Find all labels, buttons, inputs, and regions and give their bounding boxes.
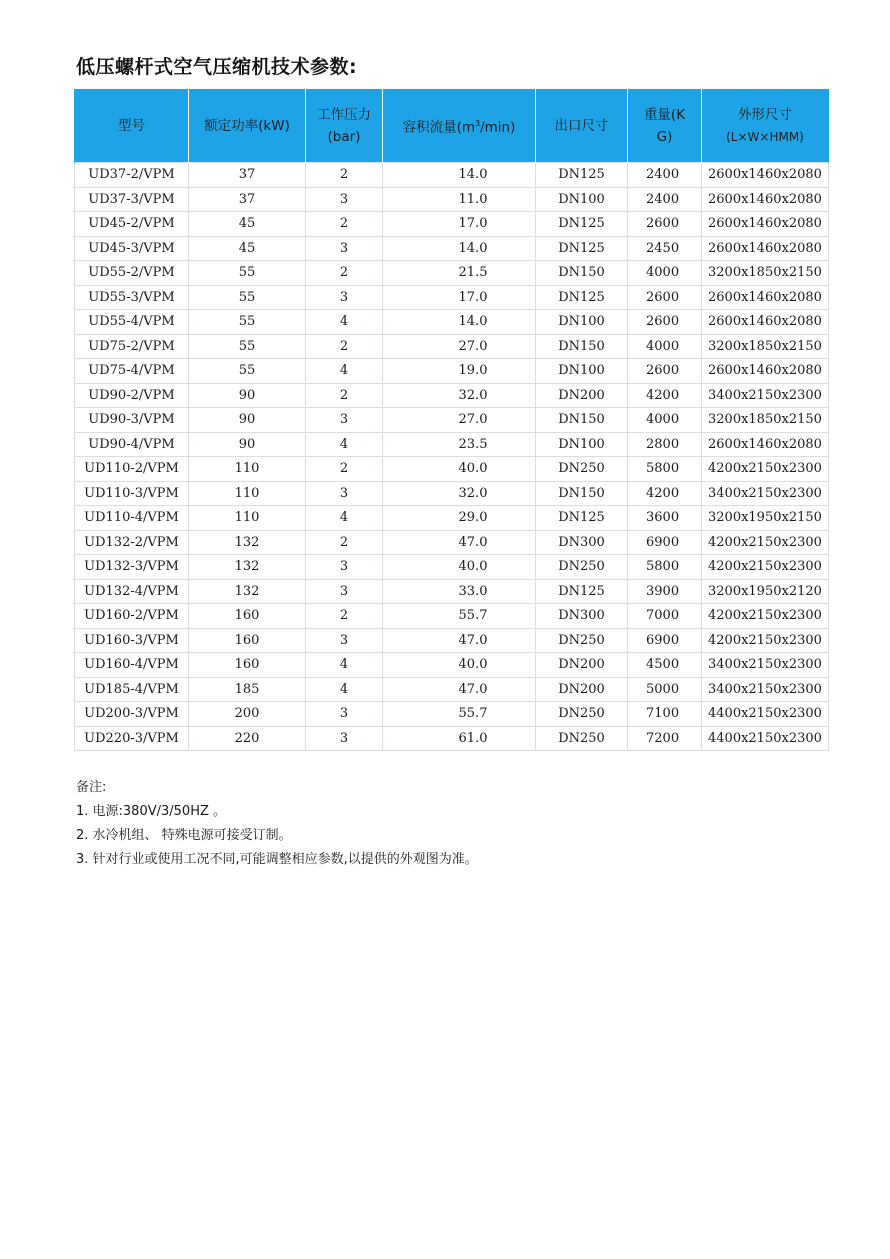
cell-dimensions: 2600x1460x2080	[702, 285, 829, 310]
page-title: 低压螺杆式空气压缩机技术参数:	[76, 56, 358, 78]
cell-flow: 17.0	[383, 285, 536, 310]
cell-model: UD37-2/VPM	[75, 163, 189, 188]
table-row	[75, 408, 829, 433]
cell-flow: 29.0	[383, 506, 536, 531]
cell-dimensions: 3200x1850x2150	[702, 334, 829, 359]
cell-weight: 2400	[628, 187, 702, 212]
cell-model: UD110-3/VPM	[75, 481, 189, 506]
cell-power: 132	[189, 579, 306, 604]
notes-section	[76, 776, 478, 872]
cell-outlet: DN125	[536, 579, 628, 604]
cell-power: 110	[189, 457, 306, 482]
cell-weight: 2450	[628, 236, 702, 261]
cell-weight: 2600	[628, 359, 702, 384]
cell-pressure: 3	[306, 555, 383, 580]
header-model: 型号	[75, 89, 189, 163]
header-outlet: 出口尺寸	[536, 89, 628, 163]
cell-dimensions: 4400x2150x2300	[702, 702, 829, 727]
table-row	[75, 726, 829, 751]
cell-outlet: DN250	[536, 726, 628, 751]
cell-weight: 7200	[628, 726, 702, 751]
cell-dimensions: 4200x2150x2300	[702, 628, 829, 653]
cell-outlet: DN125	[536, 285, 628, 310]
cell-weight: 4200	[628, 383, 702, 408]
cell-flow: 40.0	[383, 457, 536, 482]
cell-flow: 23.5	[383, 432, 536, 457]
cell-pressure: 3	[306, 285, 383, 310]
cell-flow: 40.0	[383, 555, 536, 580]
table-row	[75, 285, 829, 310]
cell-weight: 4500	[628, 653, 702, 678]
cell-flow: 47.0	[383, 677, 536, 702]
cell-power: 110	[189, 481, 306, 506]
cell-flow: 55.7	[383, 702, 536, 727]
cell-flow: 32.0	[383, 383, 536, 408]
note-item-2: 2. 水冷机组、 特殊电源可接受订制。	[76, 828, 292, 843]
cell-weight: 5800	[628, 555, 702, 580]
cell-flow: 17.0	[383, 212, 536, 237]
cell-model: UD55-4/VPM	[75, 310, 189, 335]
table-row	[75, 628, 829, 653]
cell-weight: 2600	[628, 285, 702, 310]
cell-pressure: 2	[306, 530, 383, 555]
cell-outlet: DN200	[536, 653, 628, 678]
cell-dimensions: 4200x2150x2300	[702, 604, 829, 629]
cell-model: UD90-4/VPM	[75, 432, 189, 457]
cell-outlet: DN300	[536, 530, 628, 555]
cell-pressure: 4	[306, 677, 383, 702]
cell-pressure: 3	[306, 702, 383, 727]
cell-power: 45	[189, 212, 306, 237]
cell-weight: 7100	[628, 702, 702, 727]
cell-pressure: 2	[306, 457, 383, 482]
table-row	[75, 604, 829, 629]
note-item-1: 1. 电源:380V/3/50HZ 。	[76, 804, 227, 819]
cell-pressure: 4	[306, 432, 383, 457]
cell-weight: 2600	[628, 310, 702, 335]
cell-outlet: DN125	[536, 212, 628, 237]
cell-weight: 4000	[628, 408, 702, 433]
cell-pressure: 4	[306, 310, 383, 335]
cell-weight: 4000	[628, 334, 702, 359]
cell-weight: 6900	[628, 530, 702, 555]
cell-pressure: 3	[306, 236, 383, 261]
cell-power: 55	[189, 310, 306, 335]
cell-dimensions: 2600x1460x2080	[702, 187, 829, 212]
cell-power: 55	[189, 359, 306, 384]
cell-power: 132	[189, 555, 306, 580]
cell-outlet: DN200	[536, 383, 628, 408]
cell-outlet: DN125	[536, 506, 628, 531]
cell-dimensions: 4400x2150x2300	[702, 726, 829, 751]
cell-dimensions: 2600x1460x2080	[702, 212, 829, 237]
cell-pressure: 3	[306, 408, 383, 433]
cell-flow: 14.0	[383, 236, 536, 261]
header-dimensions: 外形尺寸 (L×W×HMM)	[702, 89, 829, 163]
cell-dimensions: 4200x2150x2300	[702, 555, 829, 580]
table-row	[75, 261, 829, 286]
table-header-row	[75, 89, 829, 163]
cell-outlet: DN250	[536, 555, 628, 580]
cell-outlet: DN150	[536, 481, 628, 506]
cell-model: UD160-3/VPM	[75, 628, 189, 653]
cell-model: UD75-4/VPM	[75, 359, 189, 384]
table-row	[75, 236, 829, 261]
cell-outlet: DN125	[536, 236, 628, 261]
table-row	[75, 653, 829, 678]
cell-power: 90	[189, 383, 306, 408]
cell-model: UD110-4/VPM	[75, 506, 189, 531]
cell-model: UD200-3/VPM	[75, 702, 189, 727]
cell-outlet: DN100	[536, 310, 628, 335]
cell-power: 90	[189, 408, 306, 433]
cell-power: 37	[189, 163, 306, 188]
cell-dimensions: 2600x1460x2080	[702, 163, 829, 188]
cell-model: UD132-4/VPM	[75, 579, 189, 604]
cell-dimensions: 3200x1950x2120	[702, 579, 829, 604]
spec-table	[74, 89, 829, 751]
cell-pressure: 3	[306, 481, 383, 506]
cell-weight: 5800	[628, 457, 702, 482]
cell-flow: 11.0	[383, 187, 536, 212]
cell-model: UD75-2/VPM	[75, 334, 189, 359]
cell-model: UD220-3/VPM	[75, 726, 189, 751]
cell-model: UD160-2/VPM	[75, 604, 189, 629]
cell-power: 55	[189, 334, 306, 359]
cell-outlet: DN250	[536, 457, 628, 482]
cell-pressure: 4	[306, 506, 383, 531]
cell-flow: 61.0	[383, 726, 536, 751]
cell-weight: 2800	[628, 432, 702, 457]
header-pressure: 工作压力 (bar)	[306, 89, 383, 163]
cell-outlet: DN250	[536, 628, 628, 653]
table-row	[75, 457, 829, 482]
spec-table-body	[75, 163, 829, 751]
cell-model: UD37-3/VPM	[75, 187, 189, 212]
cell-pressure: 4	[306, 653, 383, 678]
header-weight: 重量(K G)	[628, 89, 702, 163]
cell-model: UD110-2/VPM	[75, 457, 189, 482]
cell-dimensions: 3400x2150x2300	[702, 481, 829, 506]
cell-power: 55	[189, 261, 306, 286]
cell-dimensions: 4200x2150x2300	[702, 530, 829, 555]
table-row	[75, 677, 829, 702]
table-row	[75, 187, 829, 212]
cell-flow: 27.0	[383, 334, 536, 359]
cell-model: UD45-2/VPM	[75, 212, 189, 237]
cell-power: 220	[189, 726, 306, 751]
cell-weight: 4200	[628, 481, 702, 506]
cell-flow: 55.7	[383, 604, 536, 629]
cell-pressure: 2	[306, 163, 383, 188]
cell-pressure: 3	[306, 187, 383, 212]
cell-dimensions: 2600x1460x2080	[702, 310, 829, 335]
table-row	[75, 212, 829, 237]
cell-outlet: DN200	[536, 677, 628, 702]
cell-dimensions: 3400x2150x2300	[702, 653, 829, 678]
cell-pressure: 3	[306, 579, 383, 604]
cell-outlet: DN150	[536, 408, 628, 433]
cell-power: 160	[189, 653, 306, 678]
cell-outlet: DN150	[536, 334, 628, 359]
cell-flow: 47.0	[383, 628, 536, 653]
cell-model: UD185-4/VPM	[75, 677, 189, 702]
cell-power: 90	[189, 432, 306, 457]
note-item-3: 3. 针对行业或使用工况不同,可能调整相应参数,以提供的外观图为准。	[76, 852, 478, 867]
notes-heading: 备注:	[76, 780, 107, 795]
cell-dimensions: 3400x2150x2300	[702, 677, 829, 702]
cell-model: UD55-3/VPM	[75, 285, 189, 310]
cell-dimensions: 3200x1950x2150	[702, 506, 829, 531]
cell-power: 55	[189, 285, 306, 310]
cell-weight: 7000	[628, 604, 702, 629]
table-row	[75, 163, 829, 188]
cell-flow: 47.0	[383, 530, 536, 555]
cell-outlet: DN150	[536, 261, 628, 286]
cell-dimensions: 3400x2150x2300	[702, 383, 829, 408]
cell-dimensions: 3200x1850x2150	[702, 408, 829, 433]
cell-weight: 5000	[628, 677, 702, 702]
cell-pressure: 3	[306, 726, 383, 751]
cell-power: 37	[189, 187, 306, 212]
table-row	[75, 310, 829, 335]
cell-pressure: 2	[306, 212, 383, 237]
cell-outlet: DN300	[536, 604, 628, 629]
cell-weight: 2400	[628, 163, 702, 188]
cell-power: 132	[189, 530, 306, 555]
cell-pressure: 4	[306, 359, 383, 384]
cell-weight: 4000	[628, 261, 702, 286]
cell-flow: 14.0	[383, 310, 536, 335]
cell-power: 45	[189, 236, 306, 261]
cell-power: 185	[189, 677, 306, 702]
cell-flow: 21.5	[383, 261, 536, 286]
cell-outlet: DN125	[536, 163, 628, 188]
cell-model: UD160-4/VPM	[75, 653, 189, 678]
cell-model: UD55-2/VPM	[75, 261, 189, 286]
cell-flow: 32.0	[383, 481, 536, 506]
cell-weight: 3600	[628, 506, 702, 531]
cell-model: UD90-2/VPM	[75, 383, 189, 408]
cell-pressure: 3	[306, 628, 383, 653]
cell-weight: 3900	[628, 579, 702, 604]
cell-power: 160	[189, 628, 306, 653]
cell-dimensions: 4200x2150x2300	[702, 457, 829, 482]
cell-flow: 33.0	[383, 579, 536, 604]
cell-outlet: DN250	[536, 702, 628, 727]
cell-power: 110	[189, 506, 306, 531]
table-row	[75, 334, 829, 359]
cell-dimensions: 2600x1460x2080	[702, 236, 829, 261]
table-row	[75, 579, 829, 604]
table-row	[75, 481, 829, 506]
cell-outlet: DN100	[536, 432, 628, 457]
cell-pressure: 2	[306, 261, 383, 286]
cell-weight: 2600	[628, 212, 702, 237]
table-row	[75, 555, 829, 580]
cell-dimensions: 2600x1460x2080	[702, 359, 829, 384]
cell-flow: 40.0	[383, 653, 536, 678]
cell-dimensions: 3200x1850x2150	[702, 261, 829, 286]
cell-outlet: DN100	[536, 187, 628, 212]
cell-pressure: 2	[306, 383, 383, 408]
cell-pressure: 2	[306, 604, 383, 629]
cell-pressure: 2	[306, 334, 383, 359]
cell-weight: 6900	[628, 628, 702, 653]
table-row	[75, 359, 829, 384]
table-row	[75, 530, 829, 555]
cell-power: 160	[189, 604, 306, 629]
table-row	[75, 702, 829, 727]
table-row	[75, 432, 829, 457]
cell-outlet: DN100	[536, 359, 628, 384]
cell-model: UD45-3/VPM	[75, 236, 189, 261]
cell-model: UD132-2/VPM	[75, 530, 189, 555]
cell-flow: 19.0	[383, 359, 536, 384]
header-flow: 容积流量$(m^3/\min)$	[383, 89, 536, 163]
table-row	[75, 383, 829, 408]
cell-flow: 14.0	[383, 163, 536, 188]
cell-model: UD90-3/VPM	[75, 408, 189, 433]
cell-model: UD132-3/VPM	[75, 555, 189, 580]
cell-dimensions: 2600x1460x2080	[702, 432, 829, 457]
cell-power: 200	[189, 702, 306, 727]
table-row	[75, 506, 829, 531]
cell-flow: 27.0	[383, 408, 536, 433]
header-power: 额定功率(kW)	[189, 89, 306, 163]
